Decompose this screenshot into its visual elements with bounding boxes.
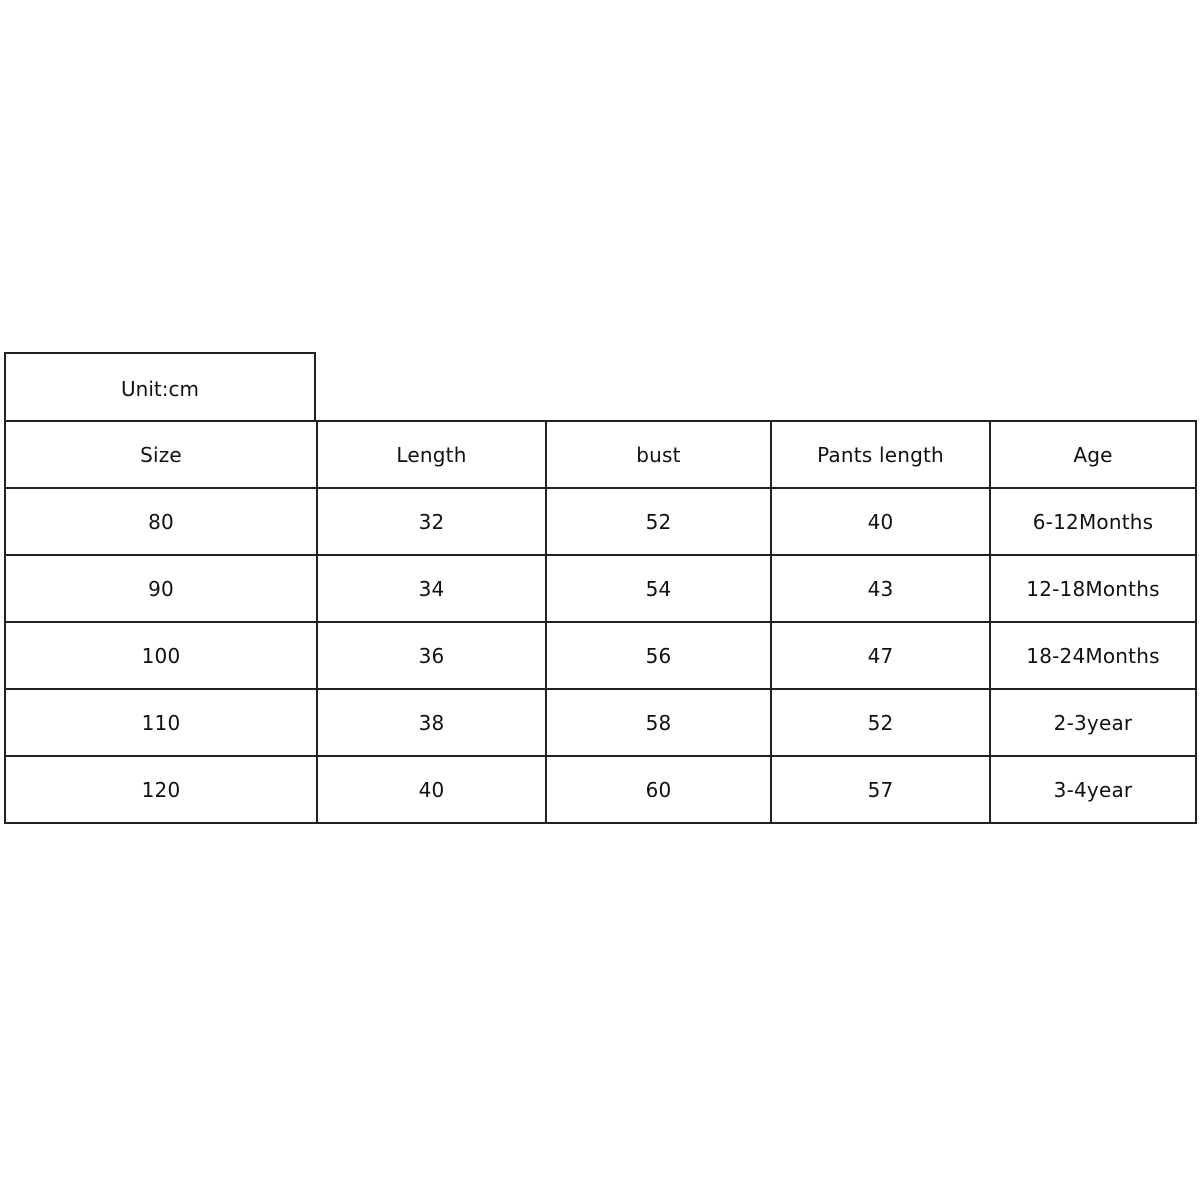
cell-size: 80 bbox=[5, 488, 317, 555]
cell-length: 38 bbox=[317, 689, 546, 756]
table-row bbox=[5, 689, 1196, 756]
table-row bbox=[5, 488, 1196, 555]
cell-bust: 58 bbox=[546, 689, 771, 756]
cell-size: 100 bbox=[5, 622, 317, 689]
size-chart-table bbox=[4, 420, 1197, 824]
header-length: Length bbox=[317, 421, 546, 488]
cell-length: 40 bbox=[317, 756, 546, 823]
cell-length: 32 bbox=[317, 488, 546, 555]
cell-length: 34 bbox=[317, 555, 546, 622]
cell-age: 6-12Months bbox=[990, 488, 1196, 555]
cell-pants-length: 52 bbox=[771, 689, 990, 756]
cell-bust: 60 bbox=[546, 756, 771, 823]
cell-size: 120 bbox=[5, 756, 317, 823]
cell-pants-length: 47 bbox=[771, 622, 990, 689]
cell-bust: 52 bbox=[546, 488, 771, 555]
table-row bbox=[5, 555, 1196, 622]
header-bust: bust bbox=[546, 421, 771, 488]
cell-pants-length: 43 bbox=[771, 555, 990, 622]
cell-size: 90 bbox=[5, 555, 317, 622]
unit-label: Unit:cm bbox=[121, 376, 199, 401]
cell-age: 12-18Months bbox=[990, 555, 1196, 622]
unit-cell bbox=[4, 352, 316, 421]
cell-bust: 54 bbox=[546, 555, 771, 622]
header-pants-length: Pants length bbox=[771, 421, 990, 488]
header-size: Size bbox=[5, 421, 317, 488]
header-row bbox=[5, 421, 1196, 488]
cell-size: 110 bbox=[5, 689, 317, 756]
cell-age: 3-4year bbox=[990, 756, 1196, 823]
cell-age: 2-3year bbox=[990, 689, 1196, 756]
cell-pants-length: 40 bbox=[771, 488, 990, 555]
cell-length: 36 bbox=[317, 622, 546, 689]
cell-bust: 56 bbox=[546, 622, 771, 689]
cell-age: 18-24Months bbox=[990, 622, 1196, 689]
cell-pants-length: 57 bbox=[771, 756, 990, 823]
table-row bbox=[5, 756, 1196, 823]
header-age: Age bbox=[990, 421, 1196, 488]
table-row bbox=[5, 622, 1196, 689]
